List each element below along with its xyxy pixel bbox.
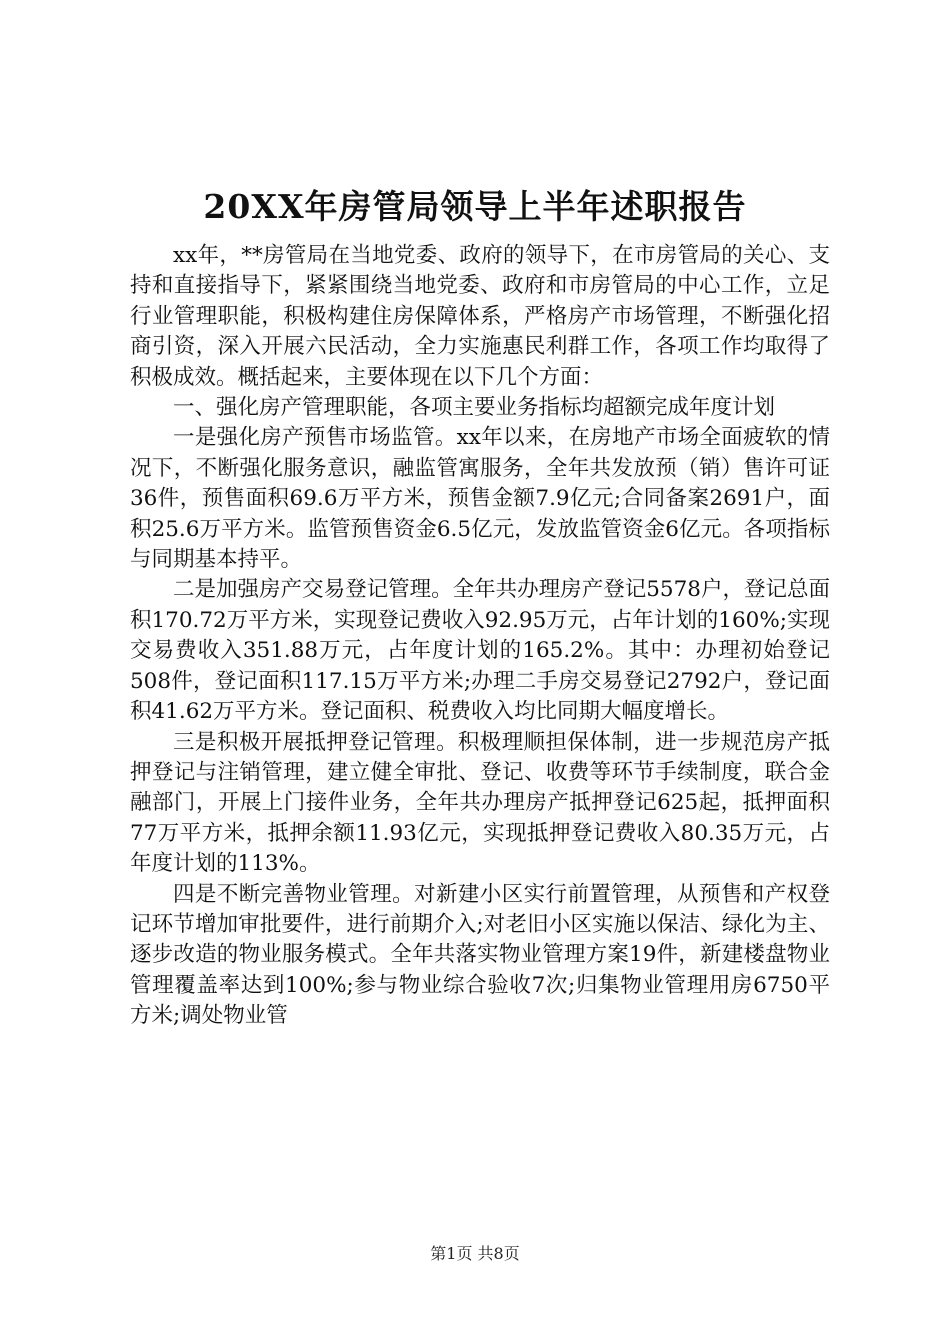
- paragraph-trade-registration: 二是加强房产交易登记管理。全年共办理房产登记5578户，登记总面积170.72万平方米，实现登记费收入92.95万元，占年计划的160%;实现交易费收入351.88万元，占年度计划的165.2%。其中：办理初始登记508件，登记面积117.15万平方米;办理二手房交易登记2792户，登记面积41.62万平方米。登记面积、税费收入均比同期大幅度增长。: [130, 577, 831, 725]
- page-title: 20XX年房管局领导上半年述职报告: [203, 187, 747, 226]
- paragraph-section-heading: 一、强化房产管理职能，各项主要业务指标均超额完成年度计划: [173, 395, 776, 421]
- paragraph-mortgage-registration: 三是积极开展抵押登记管理。积极理顺担保体制，进一步规范房产抵押登记与注销管理，建立健全审批、登记、收费等环节手续制度，联合金融部门，开展上门接件业务，全年共办理房产抵押登记625起，抵押面积77万平方米，抵押余额11.93亿元，实现抵押登记费收入80.35万元，占年度计划的113%。: [130, 729, 830, 877]
- paragraph-intro: xx年，**房管局在当地党委、政府的领导下，在市房管局的关心、支持和直接指导下，紧紧围绕当地党委、政府和市房管局的中心工作，立足行业管理职能，积极构建住房保障体系，严格房产市场管理，不断强化招商引资，深入开展六民活动，全力实施惠民利群工作，各项工作均取得了积极成效。概括起来，主要体现在以下几个方面：: [130, 243, 830, 390]
- document-body: [130, 241, 830, 1032]
- page-number-footer: 第1页 共8页: [430, 1244, 520, 1263]
- paragraph-presale-supervision: 一是强化房产预售市场监管。xx年以来，在房地产市场全面疲软的情况下，不断强化服务意识，融监管寓服务，全年共发放预（销）售许可证36件，预售面积69.6万平方米，预售金额7.9亿元;合同备案2691户，面积25.6万平方米。监管预售资金6.5亿元，发放监管资金6亿元。各项指标与同期基本持平。: [130, 425, 830, 573]
- paragraph-property-management: 四是不断完善物业管理。对新建小区实行前置管理，从预售和产权登记环节增加审批要件，进行前期介入;对老旧小区实施以保洁、绿化为主、逐步改造的物业服务模式。全年共落实物业管理方案19件，新建楼盘物业管理覆盖率达到100%;参与物业综合验收7次;归集物业管理用房6750平方米;调处物业管: [130, 881, 830, 1029]
